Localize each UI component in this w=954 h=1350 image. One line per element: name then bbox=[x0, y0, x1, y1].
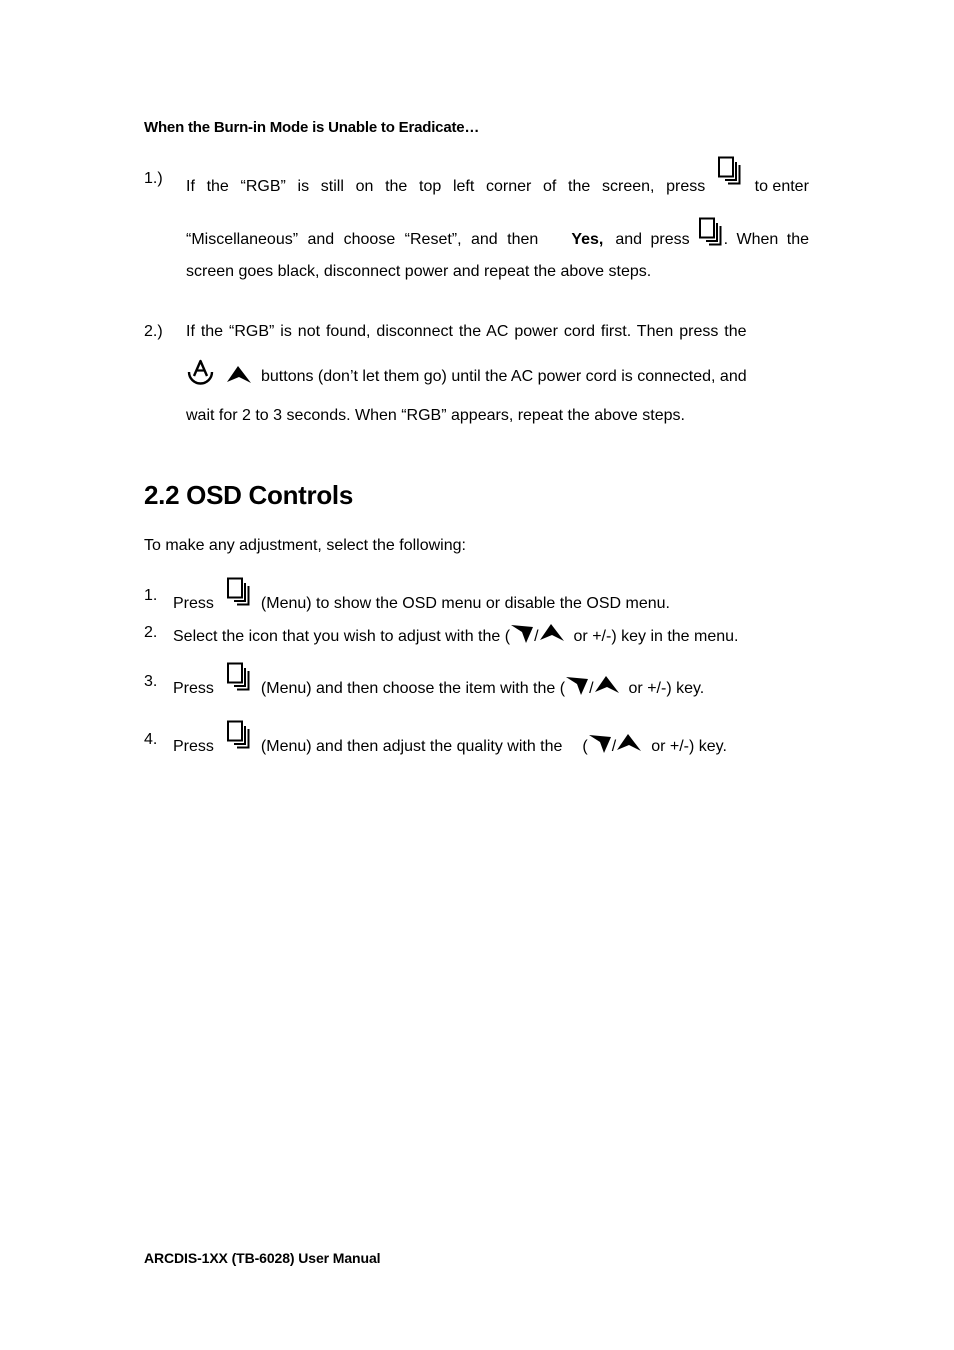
up-arrow-icon bbox=[539, 623, 565, 643]
line-text: . When the bbox=[723, 231, 809, 248]
item-text: ( bbox=[582, 738, 588, 755]
menu-button-icon bbox=[226, 720, 252, 750]
slash: / bbox=[589, 680, 594, 697]
line-word: is bbox=[297, 178, 310, 195]
up-arrow-icon bbox=[594, 675, 620, 695]
item-number: 3. bbox=[144, 673, 158, 690]
step-1-line-2 bbox=[186, 213, 809, 249]
up-arrow-icon bbox=[226, 365, 252, 385]
up-arrow-icon bbox=[616, 733, 642, 753]
step-2-line-1: If the “RGB” is not found, disconnect the AC power cord first. Then press the bbox=[186, 323, 747, 340]
item-text: or +/-) key. bbox=[651, 738, 727, 755]
step-number: 2.) bbox=[144, 323, 163, 340]
section-title: 2.2 OSD Controls bbox=[144, 480, 354, 510]
step-2-line-2 bbox=[186, 357, 809, 387]
burnin-step-2 bbox=[144, 321, 809, 431]
item-text: or +/-) key in the menu. bbox=[573, 627, 739, 645]
step-1-line-1 bbox=[186, 156, 809, 196]
down-arrow-icon bbox=[565, 675, 589, 695]
page-footer: ARCDIS-1XX (TB-6028) User Manual bbox=[144, 1250, 381, 1266]
slash: / bbox=[534, 627, 539, 645]
line-word: screen, bbox=[601, 178, 655, 195]
down-arrow-icon bbox=[588, 733, 612, 753]
down-arrow-icon bbox=[510, 623, 534, 643]
menu-button-icon bbox=[717, 156, 743, 186]
yes-bold: Yes, bbox=[571, 231, 604, 248]
line-text: and press bbox=[615, 231, 690, 248]
menu-button-icon bbox=[226, 662, 252, 692]
menu-button-icon bbox=[226, 577, 252, 607]
item-text: Press bbox=[173, 594, 214, 612]
line-word: the bbox=[206, 178, 229, 195]
step-2-line-3: wait for 2 to 3 seconds. When “RGB” appears, repeat the above steps. bbox=[186, 407, 685, 424]
line-text: “Miscellaneous” and choose “Reset”, and then bbox=[186, 231, 539, 248]
section-intro: To make any adjustment, select the following: bbox=[144, 537, 466, 554]
item-number: 1. bbox=[144, 587, 158, 604]
line-word: still bbox=[320, 178, 344, 195]
line-word: of bbox=[543, 178, 557, 195]
line-word: on bbox=[355, 178, 374, 195]
item-text: Select the icon that you wish to adjust with the ( bbox=[173, 627, 511, 645]
line-word: left bbox=[452, 178, 475, 195]
item-text: (Menu) to show the OSD menu or disable the OSD menu. bbox=[260, 594, 670, 612]
item-text: (Menu) and then adjust the quality with the bbox=[260, 738, 563, 755]
line-word: If bbox=[186, 178, 195, 195]
line-word: “RGB” bbox=[240, 178, 286, 195]
auto-button-icon bbox=[186, 359, 216, 387]
line-word: the bbox=[568, 178, 591, 195]
burnin-heading: When the Burn-in Mode is Unable to Eradicate… bbox=[144, 119, 480, 136]
burnin-step-1 bbox=[144, 168, 809, 293]
item-number: 4. bbox=[144, 731, 158, 748]
item-text: or +/-) key. bbox=[628, 680, 705, 697]
item-text: Press bbox=[173, 738, 214, 755]
step-number: 1.) bbox=[144, 170, 163, 187]
line-word: the bbox=[385, 178, 408, 195]
item-text: (Menu) and then choose the item with the ( bbox=[260, 680, 566, 697]
item-number: 2. bbox=[144, 624, 158, 641]
line-word: top bbox=[419, 178, 442, 195]
line-word: corner bbox=[485, 178, 532, 195]
line-tail: to enter bbox=[754, 178, 809, 195]
line-word: press bbox=[666, 178, 706, 195]
menu-button-icon bbox=[698, 217, 724, 247]
item-text: Press bbox=[173, 680, 214, 697]
step-1-line-3: screen goes black, disconnect power and repeat the above steps. bbox=[186, 263, 652, 280]
slash: / bbox=[611, 738, 617, 755]
line-text: buttons (don’t let them go) until the AC power cord is connected, and bbox=[261, 368, 747, 385]
